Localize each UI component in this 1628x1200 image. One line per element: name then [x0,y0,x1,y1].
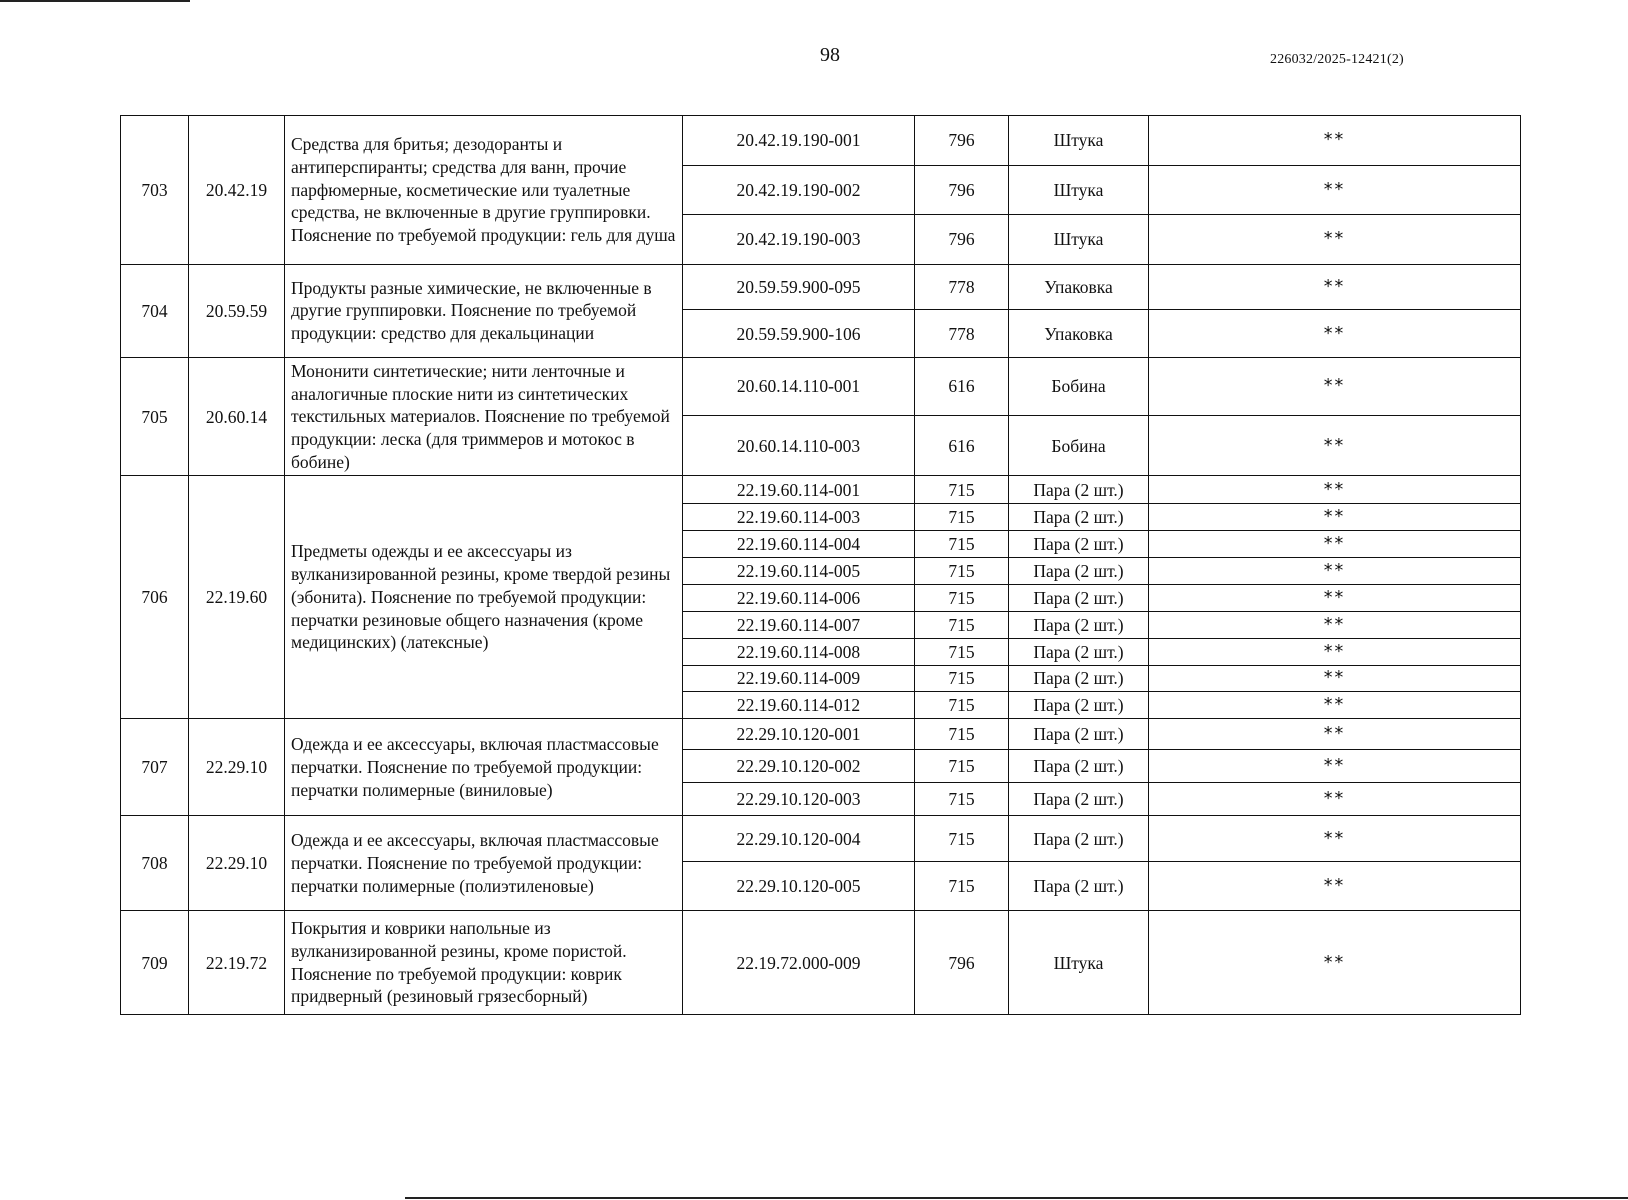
value-mark: ** [1149,638,1521,665]
bottom-edge-rule [405,1197,1628,1199]
okei-code: 715 [915,558,1009,585]
okei-code: 778 [915,264,1009,309]
value-mark: ** [1149,310,1521,358]
okei-code: 796 [915,165,1009,215]
top-edge-rule [0,0,190,2]
value-mark: ** [1149,504,1521,531]
ktru-code: 22.19.60.114-009 [683,665,915,692]
unit-name: Пара (2 шт.) [1009,531,1149,558]
product-description: Одежда и ее аксессуары, включая пластмассовые перчатки. Пояснение по требуемой продукции: перчатки полимерные (виниловые) [285,719,683,816]
value-mark: ** [1149,357,1521,415]
unit-name: Пара (2 шт.) [1009,861,1149,911]
table-row [121,911,1521,1015]
unit-name: Пара (2 шт.) [1009,504,1149,531]
okpd2-code: 20.42.19 [189,116,285,265]
okpd2-code: 22.19.60 [189,476,285,719]
row-number: 708 [121,816,189,911]
unit-name: Пара (2 шт.) [1009,584,1149,611]
unit-name: Бобина [1009,416,1149,476]
okei-code: 715 [915,504,1009,531]
value-mark: ** [1149,476,1521,504]
okei-code: 715 [915,783,1009,816]
ktru-code: 22.29.10.120-002 [683,750,915,783]
value-mark: ** [1149,861,1521,911]
ktru-code: 20.42.19.190-003 [683,215,915,265]
value-mark: ** [1149,558,1521,585]
unit-name: Штука [1009,215,1149,265]
unit-name: Пара (2 шт.) [1009,665,1149,692]
ktru-code: 20.42.19.190-002 [683,165,915,215]
value-mark: ** [1149,215,1521,265]
value-mark: ** [1149,416,1521,476]
unit-name: Пара (2 шт.) [1009,558,1149,585]
okei-code: 796 [915,911,1009,1015]
value-mark: ** [1149,692,1521,719]
table-row [121,264,1521,309]
value-mark: ** [1149,750,1521,783]
okei-code: 715 [915,719,1009,750]
okei-code: 715 [915,638,1009,665]
row-number: 706 [121,476,189,719]
okei-code: 715 [915,584,1009,611]
okei-code: 715 [915,476,1009,504]
okpd2-code: 22.19.72 [189,911,285,1015]
okei-code: 796 [915,116,1009,166]
unit-name: Пара (2 шт.) [1009,783,1149,816]
unit-name: Пара (2 шт.) [1009,611,1149,638]
okei-code: 715 [915,531,1009,558]
unit-name: Пара (2 шт.) [1009,750,1149,783]
okpd2-code: 20.60.14 [189,357,285,476]
okpd2-code: 22.29.10 [189,816,285,911]
okei-code: 616 [915,416,1009,476]
product-description: Средства для бритья; дезодоранты и антиперспиранты; средства для ванн, прочие парфюмерные, косметические или туалетные средства, не включенные в другие группировки. Пояснение по требуемой продукции: гель для душа [285,116,683,265]
unit-name: Пара (2 шт.) [1009,719,1149,750]
okei-code: 715 [915,816,1009,861]
value-mark: ** [1149,264,1521,309]
okpd2-code: 20.59.59 [189,264,285,357]
okei-code: 715 [915,692,1009,719]
product-description: Мононити синтетические; нити ленточные и аналогичные плоские нити из синтетических текстильных материалов. Пояснение по требуемой продукции: леска (для триммеров и мотокос в бобине) [285,357,683,476]
unit-name: Штука [1009,165,1149,215]
value-mark: ** [1149,584,1521,611]
product-description: Продукты разные химические, не включенные в другие группировки. Пояснение по требуемой продукции: средство для декальцинации [285,264,683,357]
unit-name: Пара (2 шт.) [1009,692,1149,719]
value-mark: ** [1149,783,1521,816]
row-number: 709 [121,911,189,1015]
ktru-code: 22.19.60.114-007 [683,611,915,638]
ktru-code: 20.60.14.110-001 [683,357,915,415]
okpd2-code: 22.29.10 [189,719,285,816]
unit-name: Пара (2 шт.) [1009,476,1149,504]
ktru-code: 22.19.60.114-012 [683,692,915,719]
okei-code: 796 [915,215,1009,265]
ktru-code: 22.29.10.120-004 [683,816,915,861]
value-mark: ** [1149,816,1521,861]
ktru-code: 22.19.60.114-001 [683,476,915,504]
ktru-code: 20.60.14.110-003 [683,416,915,476]
unit-name: Пара (2 шт.) [1009,638,1149,665]
ktru-code: 22.19.60.114-008 [683,638,915,665]
unit-name: Бобина [1009,357,1149,415]
ktru-code: 22.19.60.114-006 [683,584,915,611]
okei-code: 715 [915,611,1009,638]
ktru-code: 22.29.10.120-003 [683,783,915,816]
value-mark: ** [1149,116,1521,166]
product-description: Покрытия и коврики напольные из вулканизированной резины, кроме пористой. Пояснение по требуемой продукции: коврик придверный (резиновый грязесборный) [285,911,683,1015]
value-mark: ** [1149,611,1521,638]
ktru-code: 22.29.10.120-005 [683,861,915,911]
okei-code: 715 [915,861,1009,911]
okei-code: 616 [915,357,1009,415]
okei-code: 715 [915,665,1009,692]
value-mark: ** [1149,165,1521,215]
okei-code: 778 [915,310,1009,358]
page-number: 98 [820,44,840,66]
unit-name: Упаковка [1009,264,1149,309]
table-row [121,116,1521,166]
okei-code: 715 [915,750,1009,783]
ktru-code: 20.59.59.900-095 [683,264,915,309]
unit-name: Упаковка [1009,310,1149,358]
ktru-code: 22.19.60.114-003 [683,504,915,531]
table-row [121,357,1521,415]
table-row [121,476,1521,504]
ktru-code: 22.29.10.120-001 [683,719,915,750]
table-row [121,816,1521,861]
unit-name: Штука [1009,116,1149,166]
ktru-code: 22.19.60.114-005 [683,558,915,585]
ktru-code: 20.59.59.900-106 [683,310,915,358]
products-table [120,115,1521,1015]
unit-name: Пара (2 шт.) [1009,816,1149,861]
table-row [121,719,1521,750]
ktru-code: 20.42.19.190-001 [683,116,915,166]
value-mark: ** [1149,665,1521,692]
product-description: Предметы одежды и ее аксессуары из вулканизированной резины, кроме твердой резины (эбонита). Пояснение по требуемой продукции: перчатки резиновые общего назначения (кроме медицинских) (латексные) [285,476,683,719]
product-description: Одежда и ее аксессуары, включая пластмассовые перчатки. Пояснение по требуемой продукции: перчатки полимерные (полиэтиленовые) [285,816,683,911]
ktru-code: 22.19.60.114-004 [683,531,915,558]
row-number: 703 [121,116,189,265]
row-number: 707 [121,719,189,816]
row-number: 704 [121,264,189,357]
document-id: 226032/2025-12421(2) [1270,52,1404,67]
value-mark: ** [1149,719,1521,750]
value-mark: ** [1149,911,1521,1015]
unit-name: Штука [1009,911,1149,1015]
ktru-code: 22.19.72.000-009 [683,911,915,1015]
row-number: 705 [121,357,189,476]
value-mark: ** [1149,531,1521,558]
